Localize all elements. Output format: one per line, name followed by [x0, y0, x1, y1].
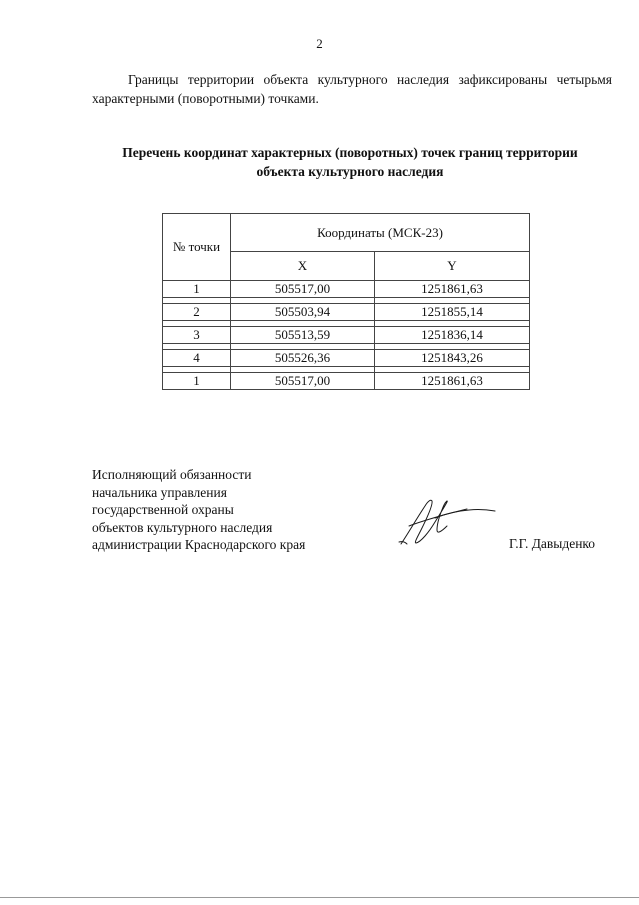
y-cell: 1251843,26	[375, 350, 530, 367]
table-heading	[80, 143, 620, 181]
y-cell: 1251861,63	[375, 373, 530, 390]
footer-rule	[0, 897, 639, 898]
position-line: Исполняющий обязанности	[92, 467, 252, 482]
page-number: 2	[316, 36, 323, 51]
y-cell: 1251836,14	[375, 327, 530, 344]
point-number-header: № точки	[163, 214, 231, 281]
x-cell: 505513,59	[231, 327, 375, 344]
position-line: начальника управления	[92, 484, 227, 500]
heading-line-2: объекта культурного наследия	[256, 164, 444, 179]
x-cell: 505517,00	[231, 373, 375, 390]
point-cell: 4	[163, 350, 231, 367]
table-row	[163, 304, 530, 321]
x-cell: 505503,94	[231, 304, 375, 321]
point-cell: 1	[163, 281, 231, 298]
signatory-name: Г.Г. Давыденко	[509, 536, 596, 551]
point-cell: 1	[163, 373, 231, 390]
table-row	[163, 373, 530, 390]
y-header: Y	[375, 252, 530, 281]
position-line: объектов культурного наследия	[92, 519, 273, 535]
y-cell: 1251855,14	[375, 304, 530, 321]
position-line: администрации Краснодарского края	[92, 537, 306, 552]
table-row	[163, 281, 530, 298]
position-line: государственной охраны	[92, 502, 234, 517]
point-cell: 3	[163, 327, 231, 344]
coordinates-table	[162, 213, 530, 390]
point-cell: 2	[163, 304, 231, 321]
handwritten-signature	[395, 492, 500, 552]
x-cell: 505517,00	[231, 281, 375, 298]
x-cell: 505526,36	[231, 350, 375, 367]
table-row	[163, 350, 530, 367]
coordinates-header: Координаты (МСК-23)	[231, 214, 530, 252]
table-row	[163, 327, 530, 344]
signatory-position	[92, 466, 305, 554]
x-header: X	[231, 252, 375, 281]
intro-paragraph: Границы территории объекта культурного наследия зафиксированы четырьмя характерными (поворотными) точками.	[92, 72, 612, 106]
heading-line-1: Перечень координат характерных (поворотных) точек границ территории	[122, 145, 578, 160]
y-cell: 1251861,63	[375, 281, 530, 298]
